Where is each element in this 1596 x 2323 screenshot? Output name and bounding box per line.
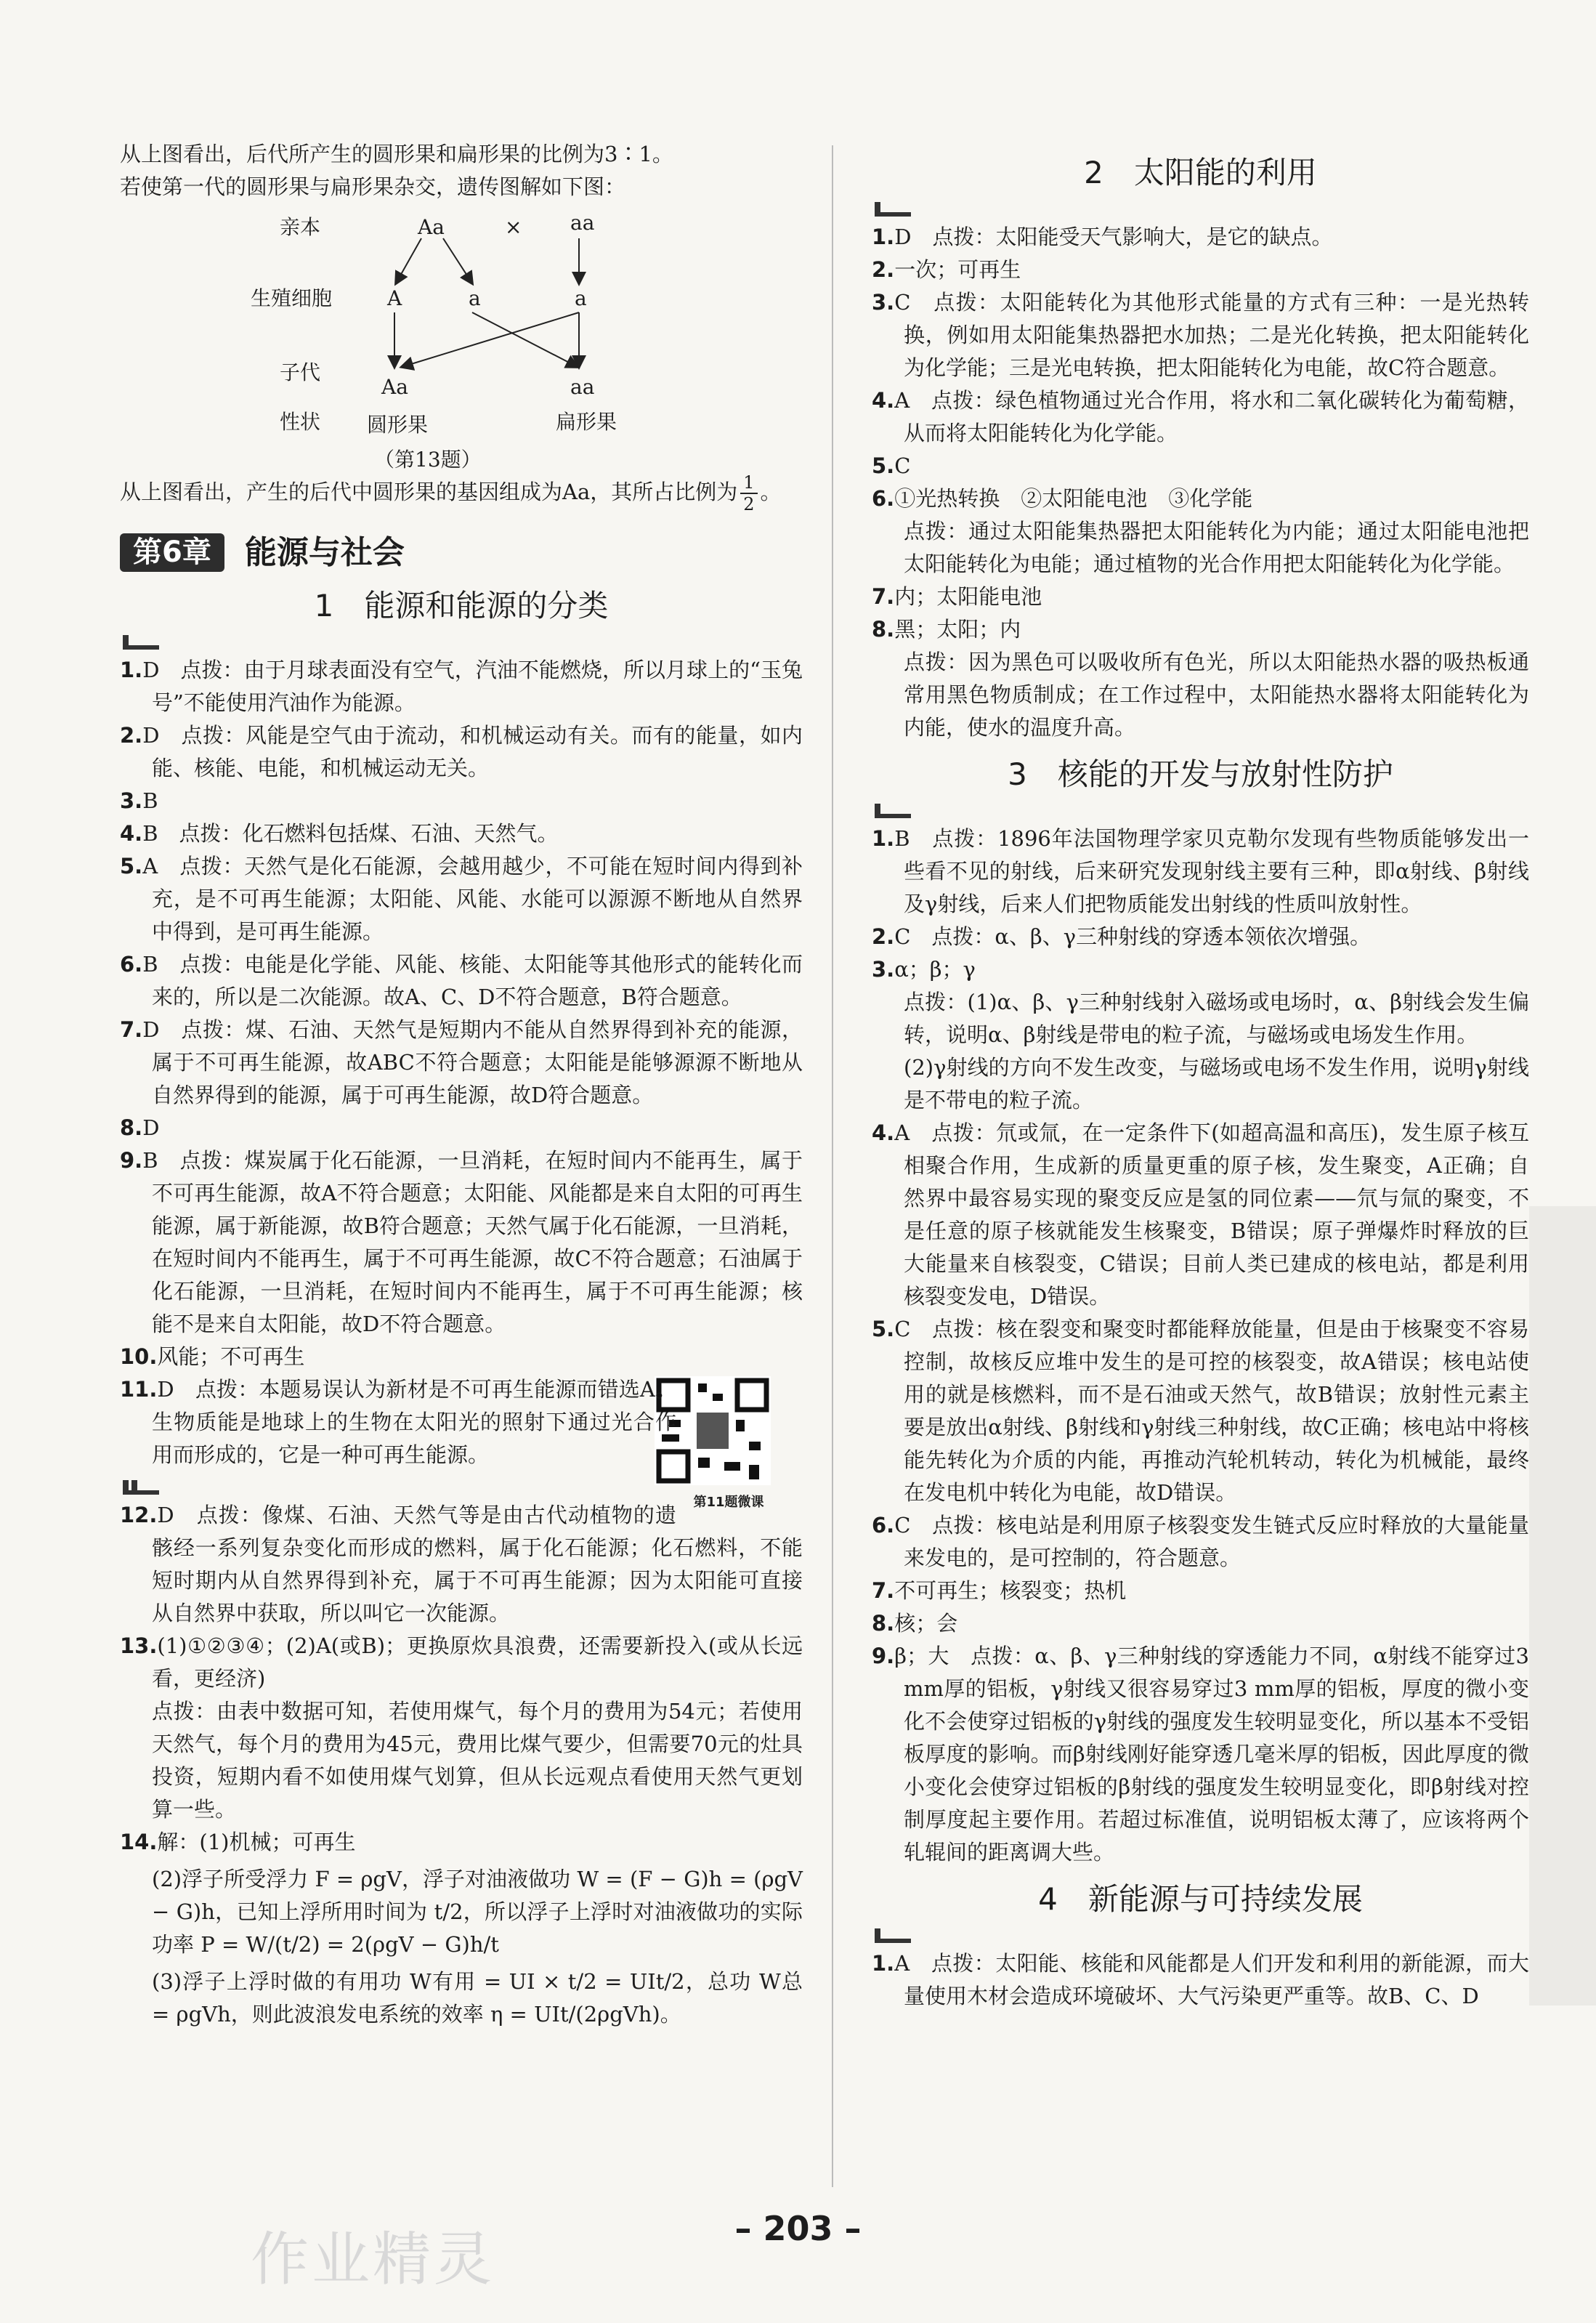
- answer-item: 7.D 点拨：煤、石油、天然气是短期内不能从自然界得到补充的能源，属于不可再生能源，故ABC不符合题意；太阳能是能够源源不断地从自然界得到的能源，属于可再生能源，故D符合题意。: [120, 1017, 803, 1107]
- qr-caption: 第11题微课: [693, 1495, 764, 1510]
- offspring-1: Aa: [381, 375, 408, 399]
- side-watermark: [1529, 1206, 1596, 2005]
- intro-line-2: 若使第一代的圆形果与扁形果杂交，遗传图解如下图：: [120, 174, 626, 199]
- answer-item: 6.B 点拨：电能是化学能、风能、核能、太阳能等其他形式的能转化而来的，所以是二次能源。故A、C、D不符合题意，B符合题意。: [120, 952, 803, 1009]
- answer-item: 7.内；太阳能电池: [872, 584, 1042, 609]
- diagram-caption: （第13题）: [374, 448, 482, 472]
- answer-item: 5.C 点拨：核在裂变和聚变时都能释放能量，但是由于核聚变不容易控制，故核反应堆中发生的是可控的核裂变，故A错误；核电站使用的就是核燃料，而不是石油或天然气，故B错误；放射性元素主要是放出α射线、β射线和γ射线三种射线，故C正确；核电站中将核能先转化为介质的内能，再推动汽轮机转动，转化为机械能，最终在发电机中转化为电能，故D错误。: [872, 1317, 1529, 1505]
- fraction-one-half: $\frac{1}{2}$: [740, 472, 757, 514]
- section-title-2: 2 太阳能的利用: [1084, 155, 1317, 190]
- right-column: [872, 138, 1529, 2013]
- conclusion: 从上图看出，产生的后代中圆形果的基因组成为Aa，其所占比例为 $\frac{1}{2}$ 。: [120, 472, 782, 514]
- answer-item: 1.D 点拨：由于月球表面没有空气，汽油不能燃烧，所以月球上的“玉兔号”不能使用汽油作为能源。: [120, 658, 803, 715]
- offspring-label: 子代: [280, 360, 321, 384]
- section-title-1: 1 能源和能源的分类: [314, 588, 609, 623]
- gamete-3: a: [575, 286, 587, 310]
- watermark: 作业精灵: [251, 2226, 495, 2293]
- cross-symbol: ×: [505, 215, 522, 239]
- gamete-1: A: [387, 286, 402, 310]
- answer-item: 8.D: [120, 1115, 160, 1140]
- answer-item: 10.风能；不可再生: [120, 1344, 305, 1369]
- chapter-heading: [120, 529, 803, 575]
- answer-item: 1.B 点拨：1896年法国物理学家贝克勒尔发现有些物质能够发出一些看不见的射线，后来研究发现射线主要有三种，即α射线、β射线及γ射线，后来人们把物质能发出射线的性质叫放射性。: [872, 826, 1529, 916]
- answer-item: 3.B: [120, 788, 158, 813]
- parent-1: Aa: [418, 215, 445, 239]
- parent-label: 亲本: [280, 215, 321, 239]
- answer-item: 第11题微课 11.D 点拨：本题易误认为新材是不可再生能源而错选A。生物质能是地球上的生物在太阳光的照射下通过光合作用而形成的，它是一种可再生能源。: [120, 1373, 803, 1471]
- answer-item: 4.A 点拨：绿色植物通过光合作用，将水和二氧化碳转化为葡萄糖，从而将太阳能转化为化学能。: [872, 388, 1529, 445]
- answer-item: 7.不可再生；核裂变；热机: [872, 1578, 1127, 1603]
- answer-item: 6.C 点拨：核电站是利用原子核裂变发生链式反应时释放的大量能量来发电的，是可控制的，符合题意。: [872, 1513, 1529, 1570]
- answer-item: 2.C 点拨：α、β、γ三种射线的穿透本领依次增强。: [872, 924, 1372, 949]
- answer-item: 12.D 点拨：像煤、石油、天然气等是由古代动植物的遗骸经一系列复杂变化而形成的燃料，属于化石能源；化石燃料，不能短时期内从自然界得到补充，属于不可再生能源；因为太阳能可直接从自然界中获取，所以叫它一次能源。: [120, 1503, 803, 1625]
- trait-1: 圆形果: [367, 413, 429, 437]
- left-column: [120, 138, 803, 2035]
- genetic-cross-diagram: [251, 203, 745, 523]
- answer-line: (2)浮子所受浮力 F = ρgV，浮子对油液做功 W = (F − G)h = (ρgV − G)h，已知上浮所用时间为 t/2，所以浮子上浮时对油液做功的实际功率 P = W/(t/2) = 2(ρgV − G)h/t: [152, 1867, 803, 1957]
- answer-item: 5.A 点拨：天然气是化石能源，会越用越少，不可能在短时间内得到补充，是不可再生能源；太阳能、风能、水能可以源源不断地从自然界中得到，是可再生能源。: [120, 854, 803, 944]
- offspring-2: aa: [570, 375, 595, 399]
- answer-item: 2.一次；可再生: [872, 257, 1021, 282]
- page-number: – 203 –: [734, 2209, 862, 2248]
- level-icon-2: [120, 1477, 163, 1498]
- chapter-label: 第6章: [120, 533, 224, 572]
- answer-item: 1.D 点拨：太阳能受天气影响大，是它的缺点。: [872, 225, 1333, 249]
- answer-item: 4.A 点拨：氘或氚，在一定条件下(如超高温和高压)，发生原子核互相聚合作用，生成新的质量更重的原子核，发生聚变，A正确；自然界中最容易实现的聚变反应是氢的同位素——氘与氚的聚变，不是任意的原子核就能发生核聚变，B错误；原子弹爆炸时释放的巨大能量来自核裂变，C错误；目前人类已建成的核电站，都是利用核裂变发电，D错误。: [872, 1120, 1529, 1309]
- answer-item: 6.①光热转换 ②太阳能电池 ③化学能: [872, 486, 1253, 511]
- answer-item: 1.A 点拨：太阳能、核能和风能都是人们开发和利用的新能源，而大量使用木材会造成环境破坏、大气污染更严重等。故B、C、D: [872, 1951, 1529, 2008]
- answer-item: 13.(1)①②③④；(2)A(或B)；更换原炊具浪费，还需要新投入(或从长远看，更经济): [120, 1633, 803, 1691]
- column-divider: [832, 145, 833, 2187]
- answer-tip: (2)γ射线的方向不发生改变，与磁场或电场不发生作用，说明γ射线是不带电的粒子流。: [904, 1055, 1529, 1112]
- answer-item: 9.β；大 点拨：α、β、γ三种射线的穿透能力不同，α射线不能穿过3 mm厚的铝板，γ射线又很容易穿过3 mm厚的铝板，厚度的微小变化不会使穿过铝板的γ射线的强度发生较明显变化，所以基本不受铝板厚度的影响。而β射线刚好能穿透几毫米厚的铝板，因此厚度的微小变化会使穿过铝板的β射线的强度发生较明显变化，即β射线对控制厚度起主要作用。若超过标准值，说明铝板太薄了，应该将两个轧辊间的距离调大些。: [872, 1644, 1529, 1865]
- trait-2: 扁形果: [556, 410, 617, 434]
- chapter-title: 能源与社会: [244, 533, 405, 571]
- answer-tip: 点拨：由表中数据可知，若使用煤气，每个月的费用为54元；若使用天然气，每个月的费用为45元，费用比煤气要少，但需要70元的灶具投资，短期内看不如使用煤气划算，但从长远观点看使用天然气更划算一些。: [152, 1699, 803, 1822]
- answer-item: 8.黑；太阳；内: [872, 617, 1021, 642]
- section-title-3: 3 核能的开发与放射性防护: [1008, 756, 1393, 792]
- qr-code[interactable]: [686, 1376, 803, 1510]
- answer-item: 3.α；β；γ: [872, 957, 976, 982]
- intro-line-1: 从上图看出，后代所产生的圆形果和扁形果的比例为3∶1。: [120, 142, 673, 166]
- level-icon-5: [872, 1926, 915, 1946]
- parent-2: aa: [570, 211, 595, 235]
- answer-tip: 点拨：因为黑色可以吸收所有色光，所以太阳能热水器的吸热板通常用黑色物质制成；在工作过程中，太阳能热水器将太阳能转化为内能，使水的温度升高。: [904, 650, 1529, 740]
- trait-label: 性状: [280, 410, 321, 434]
- answer-item: 14.解：(1)机械；可再生: [120, 1830, 356, 1854]
- gamete-label: 生殖细胞: [251, 286, 333, 310]
- answer-tip: 点拨：通过太阳能集热器把太阳能转化为内能；通过太阳能电池把太阳能转化为电能；通过植物的光合作用把太阳能转化为化学能。: [904, 519, 1529, 576]
- answer-tip: 点拨：(1)α、β、γ三种射线射入磁场或电场时，α、β射线会发生偏转，说明α、β射线是带电的粒子流，与磁场或电场发生作用。: [904, 990, 1529, 1047]
- answer-line: (3)浮子上浮时做的有用功 W有用 = UI × t/2 = UIt/2，总功 W总 = ρgVh，则此波浪发电系统的效率 η = UIt/(2ρgVh)。: [152, 1969, 803, 2027]
- answer-item: 5.C: [872, 453, 911, 478]
- answer-item: 8.核；会: [872, 1611, 958, 1636]
- level-icon-3: [872, 199, 915, 219]
- answer-item: 3.C 点拨：太阳能转化为其他形式能量的方式有三种：一是光热转换，例如用太阳能集热器把水加热；二是光化转换，把太阳能转化为化学能；三是光电转换，把太阳能转化为电能，故C符合题意。: [872, 290, 1529, 380]
- level-icon: [120, 632, 163, 653]
- answer-item: 9.B 点拨：煤炭属于化石能源，一旦消耗，在短时间内不能再生，属于不可再生能源，故A不符合题意；太阳能、风能都是来自太阳的可再生能源，属于新能源，故B符合题意；天然气属于化石能源，一旦消耗，在短时间内不能再生，属于不可再生能源，故C不符合题意；石油属于化石能源，一旦消耗，在短时间内不能再生，属于不可再生能源；核能不是来自太阳能，故D不符合题意。: [120, 1148, 803, 1336]
- answer-item: 2.D 点拨：风能是空气由于流动，和机械运动有关。而有的能量，如内能、核能、电能，和机械运动无关。: [120, 723, 803, 780]
- gamete-2: a: [469, 286, 481, 310]
- level-icon-4: [872, 801, 915, 821]
- section-title-4: 4 新能源与可持续发展: [1038, 1881, 1363, 1917]
- answer-item: 4.B 点拨：化石燃料包括煤、石油、天然气。: [120, 821, 559, 846]
